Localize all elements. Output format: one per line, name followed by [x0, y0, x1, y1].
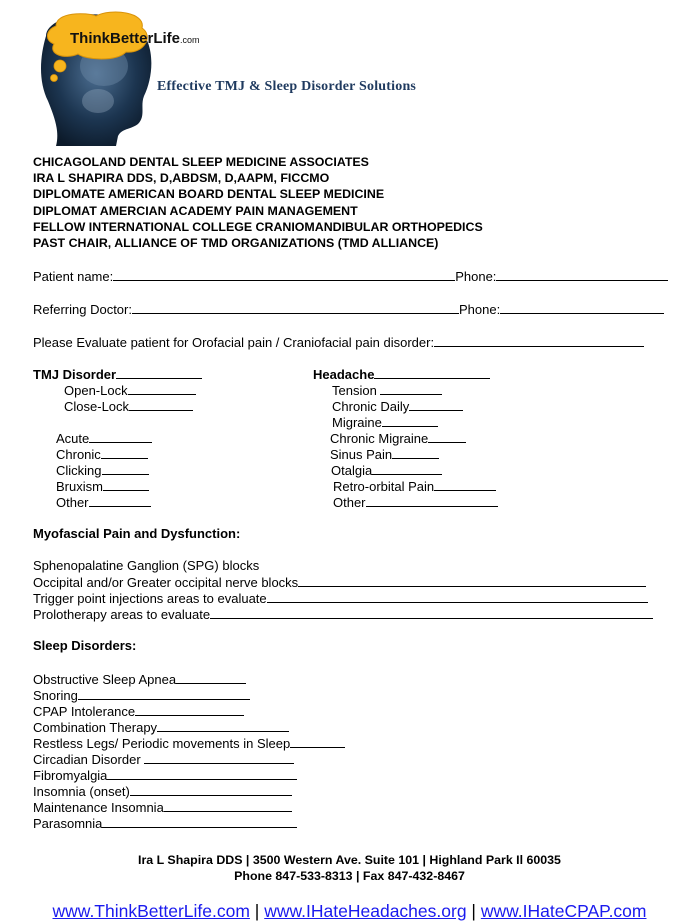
evaluate-field[interactable]	[434, 334, 644, 347]
evaluate-label: Please Evaluate patient for Orofacial pain / Craniofacial pain disorder:	[33, 335, 435, 350]
link-separator: |	[466, 901, 481, 921]
myofascial-item: Prolotherapy areas to evaluate	[33, 606, 653, 622]
snoring-field[interactable]	[78, 687, 250, 700]
tmj-item: Close-Lock	[64, 398, 193, 414]
referring-doctor-label: Referring Doctor:	[33, 302, 132, 317]
sleep-heading: Sleep Disorders:	[33, 638, 137, 653]
myofascial-item: Trigger point injections areas to evaluate	[33, 590, 648, 606]
chronic-field[interactable]	[101, 446, 148, 459]
footer-contact: Phone 847-533-8313 | Fax 847-432-8467	[234, 869, 465, 883]
headache-heading: Headache	[313, 366, 490, 382]
close-lock-field[interactable]	[129, 398, 193, 411]
chronic-migraine-field[interactable]	[428, 430, 466, 443]
header-line: PAST CHAIR, ALLIANCE OF TMD ORGANIZATIONS (TMD ALLIANCE)	[33, 236, 439, 251]
referring-doctor-field[interactable]	[132, 301, 459, 314]
sleep-item: CPAP Intolerance	[33, 703, 244, 719]
myofascial-item: Occipital and/or Greater occipital nerve blocks	[33, 574, 646, 590]
patient-name-field[interactable]	[113, 268, 455, 281]
sinus-pain-field[interactable]	[392, 446, 439, 459]
sleep-item: Combination Therapy	[33, 719, 289, 735]
acute-field[interactable]	[89, 430, 152, 443]
retro-orbital-field[interactable]	[434, 478, 496, 491]
nerve-blocks-field[interactable]	[298, 574, 646, 587]
phone-field[interactable]	[496, 268, 668, 281]
header-line: CHICAGOLAND DENTAL SLEEP MEDICINE ASSOCIATES	[33, 155, 369, 169]
trigger-point-field[interactable]	[267, 590, 648, 603]
otalgia-field[interactable]	[372, 462, 442, 475]
sleep-item: Snoring	[33, 687, 250, 703]
tagline: Effective TMJ & Sleep Disorder Solutions	[157, 79, 417, 94]
think-better-life-logo	[26, 6, 156, 146]
headache-item: Chronic Daily	[332, 398, 463, 414]
referring-doctor-row	[33, 301, 664, 317]
evaluate-row	[33, 334, 644, 350]
link-ihatecpap[interactable]: www.IHateCPAP.com	[480, 901, 647, 921]
footer-links	[0, 901, 699, 922]
link-separator: |	[249, 901, 265, 921]
osa-field[interactable]	[176, 671, 246, 684]
restless-legs-field[interactable]	[290, 735, 345, 748]
sleep-item: Maintenance Insomnia	[33, 799, 292, 815]
header-line: DIPLOMAT AMERCIAN ACADEMY PAIN MANAGEMENT	[33, 203, 358, 218]
chronic-daily-field[interactable]	[409, 398, 463, 411]
header-line: IRA L SHAPIRA DDS, D,ABDSM, D,AAPM, FICCMO	[33, 171, 330, 186]
tmj-item: Chronic	[56, 446, 148, 462]
tension-field[interactable]	[380, 382, 442, 395]
tmj-item: Acute	[56, 430, 152, 446]
headache-item: Retro-orbital Pain	[333, 478, 496, 494]
tmj-item: Bruxism	[56, 478, 149, 494]
headache-item: Tension	[332, 382, 442, 398]
sleep-item: Insomnia (onset)	[33, 783, 292, 799]
phone-label: Phone:	[455, 269, 497, 284]
circadian-field[interactable]	[144, 751, 294, 764]
sleep-item: Fibromyalgia	[33, 767, 297, 783]
sleep-item: Restless Legs/ Periodic movements in Sleep	[33, 735, 345, 751]
parasomnia-field[interactable]	[102, 815, 297, 828]
tmj-item: Open-Lock	[64, 382, 196, 398]
sleep-item: Circadian Disorder	[33, 751, 294, 767]
fibromyalgia-field[interactable]	[107, 767, 297, 780]
myofascial-heading: Myofascial Pain and Dysfunction:	[33, 526, 241, 541]
tmj-other-field[interactable]	[89, 494, 151, 507]
tmj-item: Other	[56, 494, 151, 510]
headache-other-field[interactable]	[366, 494, 498, 507]
logo-brand-text: ThinkBetterLife.com	[70, 30, 200, 47]
tmj-item: Clicking	[56, 462, 149, 478]
myofascial-item: Sphenopalatine Ganglion (SPG) blocks	[33, 558, 260, 573]
footer-address: Ira L Shapira DDS | 3500 Western Ave. Suite 101 | Highland Park Il 60035	[138, 853, 561, 867]
headache-item: Migraine	[332, 414, 438, 430]
practice-header	[33, 154, 483, 251]
headache-item: Chronic Migraine	[330, 430, 466, 446]
cpap-intolerance-field[interactable]	[135, 703, 244, 716]
combination-therapy-field[interactable]	[157, 719, 289, 732]
patient-name-row	[33, 268, 668, 284]
open-lock-field[interactable]	[128, 382, 196, 395]
patient-name-label: Patient name:	[33, 269, 114, 284]
phone2-label: Phone:	[458, 302, 501, 317]
clicking-field[interactable]	[102, 462, 149, 475]
prolotherapy-field[interactable]	[210, 606, 653, 619]
headache-item: Sinus Pain	[330, 446, 439, 462]
header-line: DIPLOMATE AMERICAN BOARD DENTAL SLEEP MEDICINE	[33, 187, 385, 202]
maintenance-insomnia-field[interactable]	[164, 799, 292, 812]
phone2-field[interactable]	[500, 301, 664, 314]
headache-item: Otalgia	[331, 462, 442, 478]
insomnia-onset-field[interactable]	[130, 783, 292, 796]
migraine-field[interactable]	[382, 414, 438, 427]
header-line: FELLOW INTERNATIONAL COLLEGE CRANIOMANDIBULAR ORTHOPEDICS	[33, 219, 483, 234]
sleep-item: Parasomnia	[33, 815, 297, 831]
bruxism-field[interactable]	[103, 478, 149, 491]
headache-item: Other	[333, 494, 498, 510]
tmj-heading: TMJ Disorder	[33, 366, 202, 382]
link-ihateheadaches[interactable]: www.IHateHeadaches.org	[264, 901, 467, 921]
sleep-item: Obstructive Sleep Apnea	[33, 671, 246, 687]
link-thinkbetterlife[interactable]: www.ThinkBetterLife.com	[52, 901, 250, 921]
